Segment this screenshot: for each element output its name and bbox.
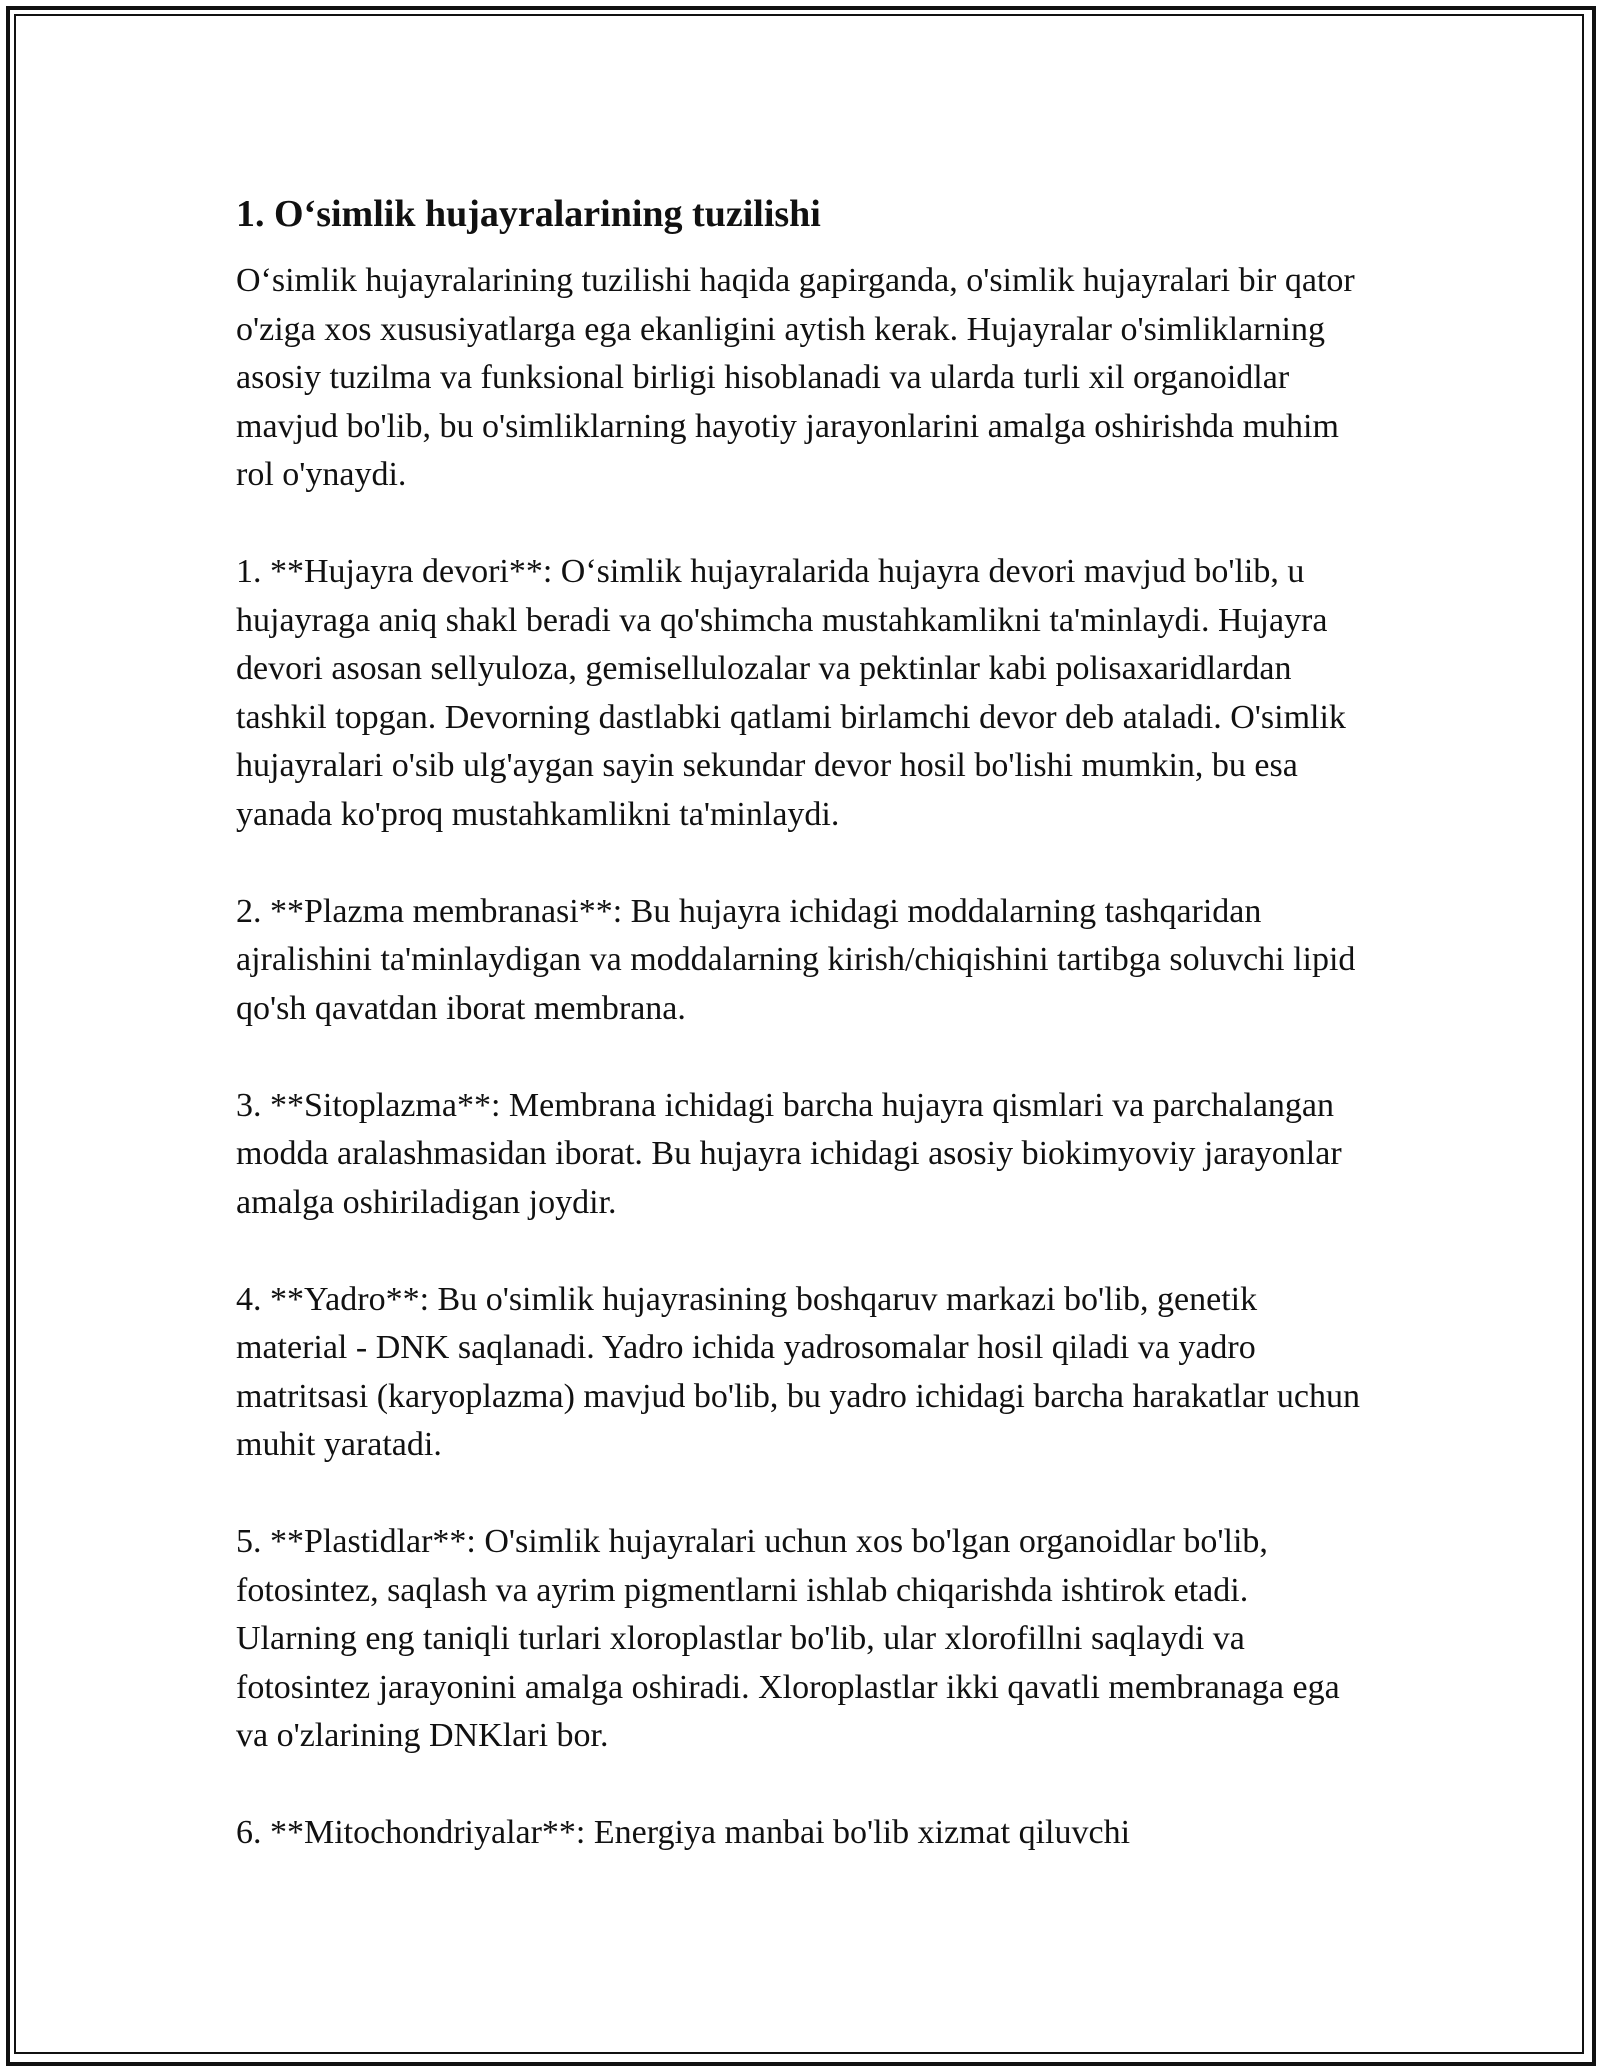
paragraph-plasma-membrane: 2. **Plazma membranasi**: Bu hujayra ichidagi moddalarning tashqaridan ajralishini ta'minlaydigan va moddalarning kirish/chiqishini tartibga soluvchi lipid qo'sh qavatdan iborat membrana. (236, 892, 1356, 1027)
document-body (236, 185, 1376, 1858)
paragraph-cytoplasm: 3. **Sitoplazma**: Membrana ichidagi barcha hujayra qismlari va parchalangan modda aralashmasidan iborat. Bu hujayra ichidagi asosiy biokimyoviy jarayonlar amalga oshiriladigan joydir. (236, 1086, 1342, 1221)
paragraph-nucleus: 4. **Yadro**: Bu o'simlik hujayrasining boshqaruv markazi bo'lib, genetik material - DNK saqlanadi. Yadro ichida yadrosomalar hosil qiladi va yadro matritsasi (karyoplazma) mavjud bo'lib, bu yadro ichidagi barcha harakatlar uchun muhit yaratadi. (236, 1280, 1360, 1463)
paragraph-plastids: 5. **Plastidlar**: O'simlik hujayralari uchun xos bo'lgan organoidlar bo'lib, fotosintez, saqlash va ayrim pigmentlarni ishlab chiqarishda ishtirok etadi. Ularning eng taniqli turlari xloroplastlar bo'lib, ular xlorofillni saqlaydi va fotosintez jarayonini amalga oshiradi. Xloroplastlar ikki qavatli membranaga ega va o'zlarining DNKlari bor. (236, 1523, 1340, 1754)
paragraph-cell-wall: 1. **Hujayra devori**: O‘simlik hujayralarida hujayra devori mavjud bo'lib, u hujayraga aniq shakl beradi va qo'shimcha mustahkamlikni ta'minlaydi. Hujayra devori asosan sellyuloza, gemisellulozalar va pektinlar kabi polisaxaridlardan tashkil topgan. Devorning dastlabki qatlami birlamchi devor deb ataladi. O'simlik hujayralari o'sib ulg'aygan sayin sekundar devor hosil bo'lishi mumkin, bu esa yanada ko'proq mustahkamlikni ta'minlaydi. (236, 553, 1346, 833)
paragraph-intro: O‘simlik hujayralarining tuzilishi haqida gapirganda, o'simlik hujayralari bir qator o'ziga xos xususiyatlarga ega ekanligini aytish kerak. Hujayralar o'simliklarning asosiy tuzilma va funksional birligi hisoblanadi va ularda turli xil organoidlar mavjud bo'lib, bu o'simliklarning hayotiy jarayonlarini amalga oshirishda muhim rol o'ynaydi. (236, 262, 1355, 493)
paragraph-mitochondria: 6. **Mitochondriyalar**: Energiya manbai bo'lib xizmat qiluvchi (236, 1814, 1131, 1851)
document-heading: 1. O‘simlik hujayralarining tuzilishi (236, 193, 821, 235)
